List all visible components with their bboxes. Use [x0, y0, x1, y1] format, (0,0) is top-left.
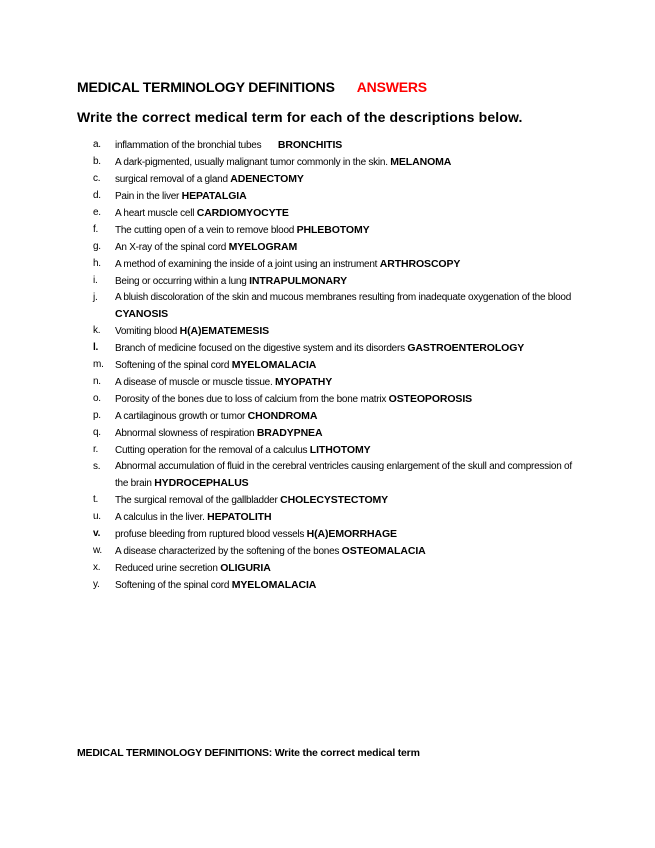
- item-description: Softening of the spinal cord: [115, 360, 230, 371]
- item-description: Vomiting blood: [115, 326, 178, 337]
- item-term: MYELOGRAM: [228, 241, 298, 253]
- item-text: [115, 374, 583, 391]
- item-letter: y.: [93, 579, 100, 590]
- list-item: [93, 425, 583, 442]
- item-term: CYANOSIS: [115, 308, 169, 320]
- item-text: [115, 543, 583, 560]
- item-term: BRADYPNEA: [256, 427, 323, 439]
- item-term: MYELOMALACIA: [231, 579, 317, 591]
- item-text: [115, 425, 583, 442]
- item-text: [115, 222, 583, 239]
- item-text: [115, 577, 583, 594]
- item-description: A calculus in the liver.: [115, 512, 205, 523]
- item-term: BRONCHITIS: [277, 139, 343, 151]
- item-description: Reduced urine secretion: [115, 563, 218, 574]
- list-item: [93, 560, 583, 577]
- list-item: [93, 357, 583, 374]
- list-item: [93, 222, 583, 239]
- item-term: OSTEOPOROSIS: [388, 393, 473, 405]
- item-term: GASTROENTEROLOGY: [407, 342, 525, 354]
- item-description: Porosity of the bones due to loss of calcium from the bone matrix: [115, 394, 387, 405]
- list-item: [93, 273, 583, 290]
- list-item: [93, 323, 583, 340]
- item-term: H(A)EMORRHAGE: [306, 528, 397, 540]
- list-item: [93, 340, 583, 357]
- item-text: [115, 171, 583, 188]
- item-description: Pain in the liver: [115, 191, 180, 202]
- item-term: PHLEBOTOMY: [296, 224, 370, 236]
- item-term: INTRAPULMONARY: [249, 275, 348, 287]
- list-item: [93, 137, 583, 154]
- item-text: [115, 188, 583, 205]
- definitions-list: [93, 137, 583, 594]
- item-description: Being or occurring within a lung: [115, 276, 247, 287]
- item-term: HEPATALGIA: [181, 190, 247, 202]
- item-term: MELANOMA: [390, 156, 452, 168]
- item-letter: e.: [93, 207, 101, 218]
- item-letter: x.: [93, 562, 101, 573]
- item-letter: b.: [93, 156, 101, 167]
- item-term: CARDIOMYOCYTE: [196, 207, 289, 219]
- item-text: [115, 290, 583, 323]
- item-text: [115, 340, 583, 357]
- list-item: [93, 577, 583, 594]
- item-letter: h.: [93, 258, 101, 269]
- document-title: MEDICAL TERMINOLOGY DEFINITIONS: [77, 79, 335, 95]
- footer-text: MEDICAL TERMINOLOGY DEFINITIONS: Write the correct medical term: [77, 747, 420, 759]
- item-text: [115, 408, 583, 425]
- item-description: A method of examining the inside of a joint using an instrument: [115, 259, 378, 270]
- item-letter: w.: [93, 545, 102, 556]
- item-text: [115, 560, 583, 577]
- list-item: [93, 256, 583, 273]
- item-description: The cutting open of a vein to remove blood: [115, 225, 295, 236]
- item-description: Softening of the spinal cord: [115, 580, 230, 591]
- item-text: [115, 391, 583, 408]
- item-description: inflammation of the bronchial tubes: [115, 140, 262, 151]
- list-item: [93, 374, 583, 391]
- item-text: [115, 154, 583, 171]
- item-description: Abnormal accumulation of fluid in the cerebral ventricles causing enlargement of the skull and compression of the brain: [115, 461, 572, 489]
- item-description: A disease characterized by the softening of the bones: [115, 546, 340, 557]
- item-text: [115, 137, 583, 154]
- item-letter: l.: [93, 342, 99, 353]
- item-term: LITHOTOMY: [309, 444, 371, 456]
- item-text: [115, 256, 583, 273]
- item-text: [115, 205, 583, 222]
- item-term: ADENECTOMY: [230, 173, 304, 185]
- list-item: [93, 171, 583, 188]
- item-text: [115, 239, 583, 256]
- list-item: [93, 154, 583, 171]
- item-letter: s.: [93, 461, 101, 472]
- answers-label: ANSWERS: [356, 79, 427, 95]
- item-term: CHOLECYSTECTOMY: [280, 494, 389, 506]
- item-letter: r.: [93, 444, 99, 455]
- item-letter: v.: [93, 528, 101, 539]
- item-text: [115, 442, 583, 459]
- item-letter: f.: [93, 224, 99, 235]
- item-term: OSTEOMALACIA: [341, 545, 426, 557]
- item-description: Branch of medicine focused on the digestive system and its disorders: [115, 343, 405, 354]
- item-term: H(A)EMATEMESIS: [179, 325, 270, 337]
- item-term: HEPATOLITH: [207, 511, 272, 523]
- item-letter: i.: [93, 275, 98, 286]
- item-letter: a.: [93, 139, 101, 150]
- item-term: OLIGURIA: [220, 562, 271, 574]
- item-description: A cartilaginous growth or tumor: [115, 411, 246, 422]
- item-term: HYDROCEPHALUS: [154, 477, 249, 489]
- item-letter: k.: [93, 325, 101, 336]
- item-letter: q.: [93, 427, 101, 438]
- item-description: An X-ray of the spinal cord: [115, 242, 227, 253]
- item-letter: c.: [93, 173, 101, 184]
- item-text: [115, 492, 583, 509]
- list-item: [93, 188, 583, 205]
- item-letter: j.: [93, 292, 98, 303]
- item-description: A bluish discoloration of the skin and mucous membranes resulting from inadequate oxygenation of the blood: [115, 292, 572, 303]
- item-term: ARTHROSCOPY: [379, 258, 461, 270]
- list-item: [93, 442, 583, 459]
- item-description: surgical removal of a gland: [115, 174, 228, 185]
- document-heading: [77, 79, 427, 95]
- item-letter: p.: [93, 410, 101, 421]
- instructions: Write the correct medical term for each of the descriptions below.: [77, 109, 523, 125]
- item-text: [115, 357, 583, 374]
- item-description: Cutting operation for the removal of a calculus: [115, 445, 308, 456]
- item-description: A heart muscle cell: [115, 208, 195, 219]
- item-text: [115, 526, 583, 543]
- item-text: [115, 509, 583, 526]
- list-item: [93, 391, 583, 408]
- list-item: [93, 526, 583, 543]
- item-letter: u.: [93, 511, 101, 522]
- list-item: [93, 205, 583, 222]
- list-item: [93, 543, 583, 560]
- item-description: profuse bleeding from ruptured blood vessels: [115, 529, 305, 540]
- list-item: [93, 509, 583, 526]
- item-letter: t.: [93, 494, 99, 505]
- item-letter: o.: [93, 393, 101, 404]
- item-letter: d.: [93, 190, 101, 201]
- item-term: MYOPATHY: [275, 376, 333, 388]
- item-description: The surgical removal of the gallbladder: [115, 495, 278, 506]
- item-letter: m.: [93, 359, 104, 370]
- list-item: [93, 239, 583, 256]
- item-text: [115, 323, 583, 340]
- item-description: A disease of muscle or muscle tissue.: [115, 377, 273, 388]
- list-item: [93, 492, 583, 509]
- item-term: CHONDROMA: [247, 410, 318, 422]
- item-letter: g.: [93, 241, 101, 252]
- item-description: A dark-pigmented, usually malignant tumor commonly in the skin.: [115, 157, 388, 168]
- item-term: MYELOMALACIA: [231, 359, 317, 371]
- item-text: [115, 459, 583, 492]
- list-item: [93, 459, 583, 492]
- item-text: [115, 273, 583, 290]
- item-letter: n.: [93, 376, 101, 387]
- list-item: [93, 408, 583, 425]
- list-item: [93, 290, 583, 323]
- item-description: Abnormal slowness of respiration: [115, 428, 255, 439]
